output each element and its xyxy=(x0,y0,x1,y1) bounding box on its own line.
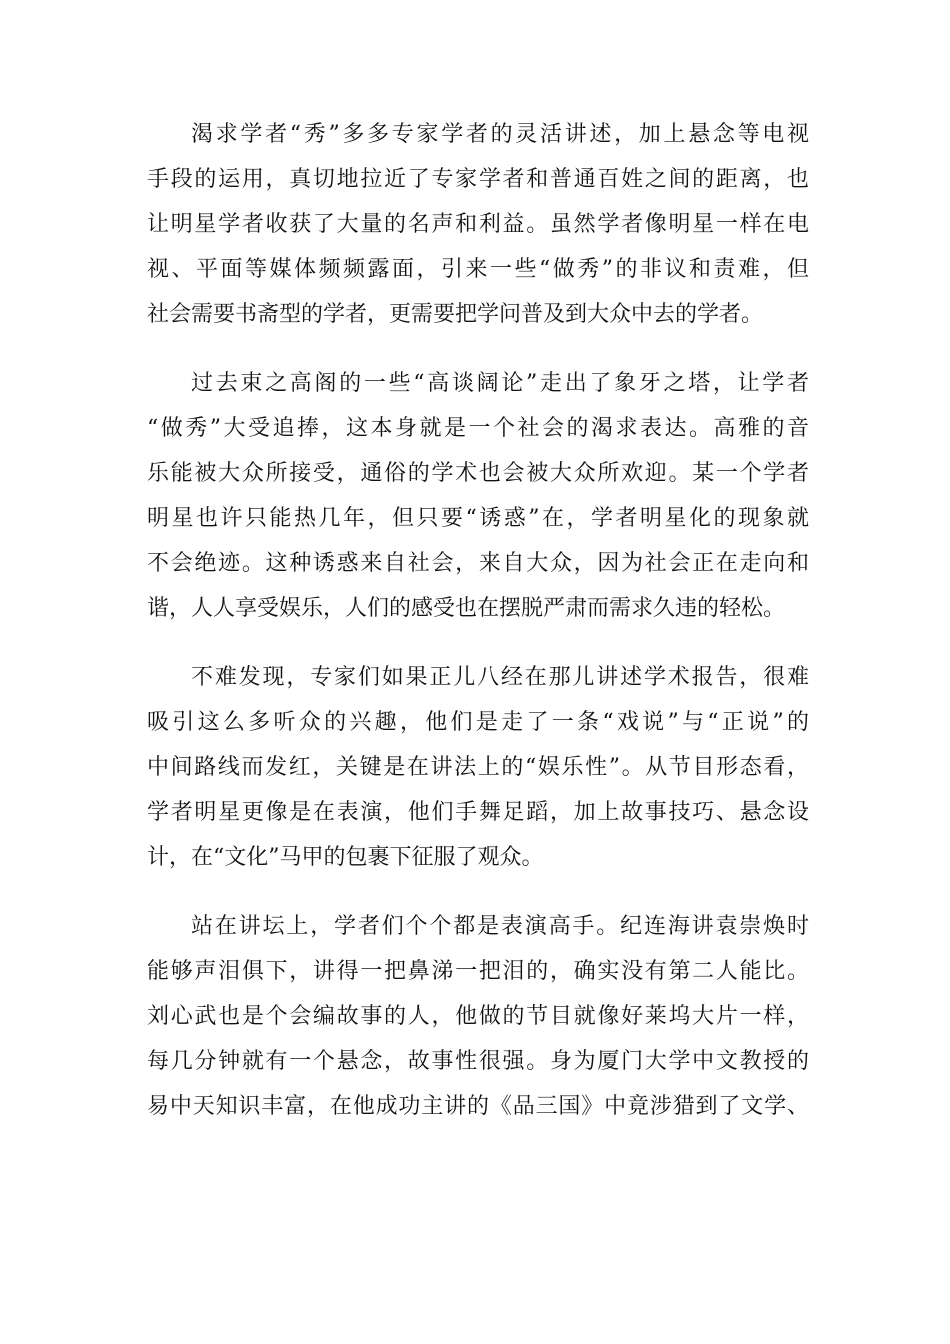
text-line: 社会需要书斋型的学者，更需要把学问普及到大众中去的学者。 xyxy=(147,302,764,327)
text-line: “做秀”大受追捧，这本身就是一个社会的渴求表达。高雅的音 xyxy=(147,416,809,441)
text-line: 吸引这么多听众的兴趣，他们是走了一条“戏说”与“正说”的 xyxy=(147,710,809,735)
text-line: 过去束之高阁的一些“高谈阔论”走出了象牙之塔，让学者 xyxy=(191,371,809,396)
paragraph-4 xyxy=(147,904,809,1129)
paragraph-2 xyxy=(147,361,809,631)
text-line: 易中天知识丰富，在他成功主讲的《品三国》中竟涉猎到了文学、 xyxy=(147,1094,809,1119)
text-line: 不会绝迹。这种诱惑来自社会，来自大众，因为社会正在走向和 xyxy=(147,551,809,576)
text-line: 学者明星更像是在表演，他们手舞足蹈，加上故事技巧、悬念设 xyxy=(147,800,809,825)
text-line: 刘心武也是个会编故事的人，他做的节目就像好莱坞大片一样， xyxy=(147,1004,809,1029)
document-body xyxy=(147,112,809,1153)
text-line: 站在讲坛上，学者们个个都是表演高手。纪连海讲袁崇焕时 xyxy=(191,914,809,939)
text-line: 明星也许只能热几年，但只要“诱惑”在，学者明星化的现象就 xyxy=(147,506,809,531)
text-line: 渴求学者“秀”多多专家学者的灵活讲述，加上悬念等电视 xyxy=(191,122,809,147)
text-line: 乐能被大众所接受，通俗的学术也会被大众所欢迎。某一个学者 xyxy=(147,461,809,486)
text-line: 计，在“文化”马甲的包裹下征服了观众。 xyxy=(147,845,544,870)
text-line: 让明星学者收获了大量的名声和利益。虽然学者像明星一样在电 xyxy=(147,212,809,237)
paragraph-3 xyxy=(147,655,809,880)
text-line: 视、平面等媒体频频露面，引来一些“做秀”的非议和责难，但 xyxy=(147,257,809,282)
text-line: 谐，人人享受娱乐，人们的感受也在摆脱严肃而需求久违的轻松。 xyxy=(147,596,786,621)
text-line: 每几分钟就有一个悬念，故事性很强。身为厦门大学中文教授的 xyxy=(147,1049,809,1074)
text-line: 手段的运用，真切地拉近了专家学者和普通百姓之间的距离，也 xyxy=(147,167,809,192)
text-line: 中间路线而发红，关键是在讲法上的“娱乐性”。从节目形态看， xyxy=(147,755,809,780)
text-line: 能够声泪俱下，讲得一把鼻涕一把泪的，确实没有第二人能比。 xyxy=(147,959,809,984)
text-line: 不难发现，专家们如果正儿八经在那儿讲述学术报告，很难 xyxy=(191,665,809,690)
paragraph-1 xyxy=(147,112,809,337)
